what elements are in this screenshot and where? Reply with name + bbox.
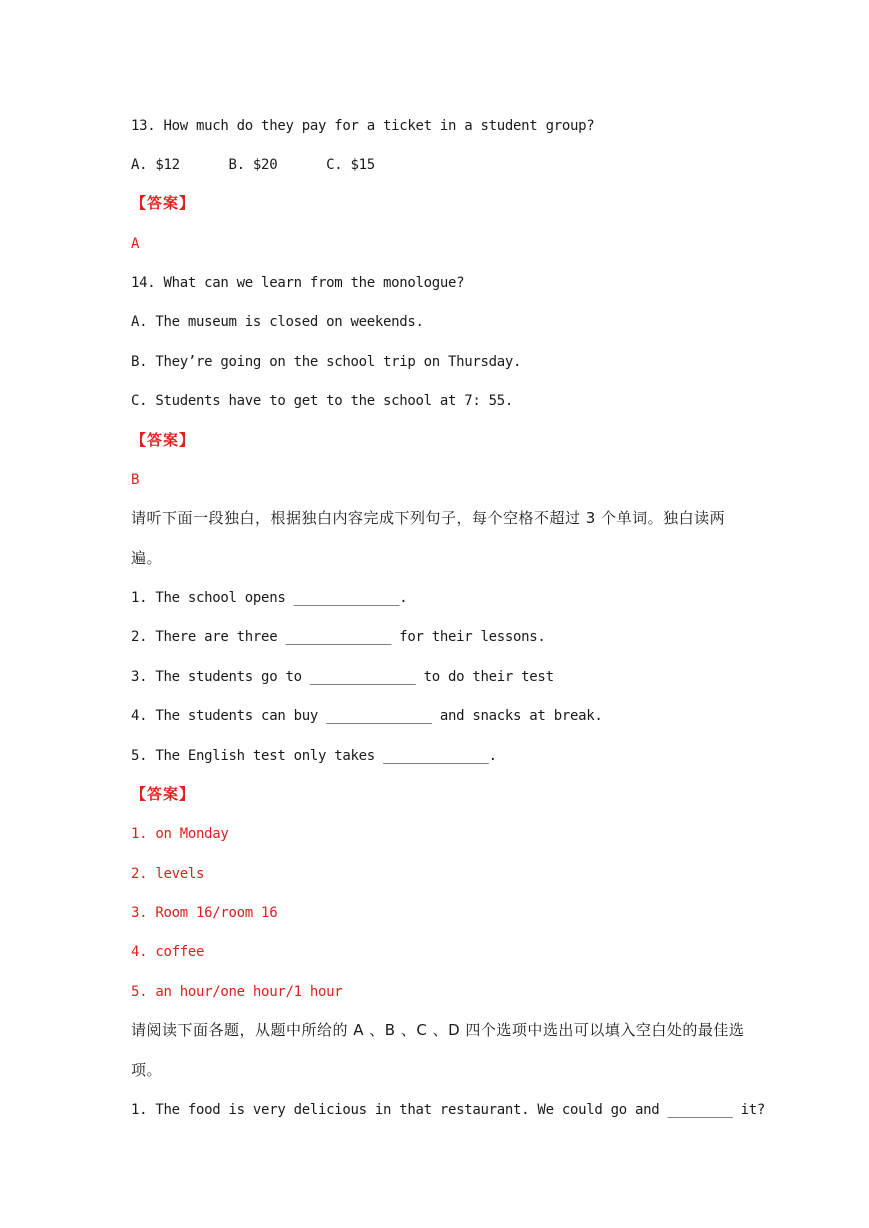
question-14: 14. What can we learn from the monologue? xyxy=(131,275,465,291)
fill-in-item: 1. The school opens _____________. xyxy=(131,590,408,606)
answer-item: 1. on Monday xyxy=(131,826,229,842)
fill-in-item: 4. The students can buy _____________ and snacks at break. xyxy=(131,708,603,724)
answer-item: 5. an hour/one hour/1 hour xyxy=(131,984,343,1000)
question-14-option-a: A. The museum is closed on weekends. xyxy=(131,314,424,330)
reading-question-1: 1. The food is very delicious in that restaurant. We could go and ________ it? xyxy=(131,1102,766,1118)
listening-instruction: 请听下面一段独白，根据独白内容完成下列句子，每个空格不超过 3 个单词。独白读两 xyxy=(131,509,726,527)
answer-item: 2. levels xyxy=(131,866,205,882)
reading-instruction: 请阅读下面各题，从题中所给的 A 、B 、C 、D 四个选项中选出可以填入空白处的最佳选 xyxy=(131,1021,745,1039)
fill-in-item: 5. The English test only takes _____________. xyxy=(131,748,497,764)
fill-in-item: 2. There are three _____________ for their lessons. xyxy=(131,629,546,645)
answer-item: 3. Room 16/room 16 xyxy=(131,905,278,921)
question-14-option-c: C. Students have to get to the school at 7: 55. xyxy=(131,393,514,409)
answer-item: 4. coffee xyxy=(131,944,205,960)
question-14-option-b: B. They’re going on the school trip on Thursday. xyxy=(131,354,522,370)
fill-in-item: 3. The students go to _____________ to do their test xyxy=(131,669,554,685)
answer-label: 【答案】 xyxy=(131,194,196,212)
listening-instruction-cont: 遍。 xyxy=(131,549,163,567)
reading-instruction-cont: 项。 xyxy=(131,1061,163,1079)
answer-label: 【答案】 xyxy=(131,431,196,449)
question-13-options: A. $12 B. $20 C. $15 xyxy=(131,157,375,173)
answer-label: 【答案】 xyxy=(131,785,196,803)
answer-value: A xyxy=(131,236,140,252)
answer-value: B xyxy=(131,472,140,488)
question-13: 13. How much do they pay for a ticket in a student group? xyxy=(131,118,595,134)
